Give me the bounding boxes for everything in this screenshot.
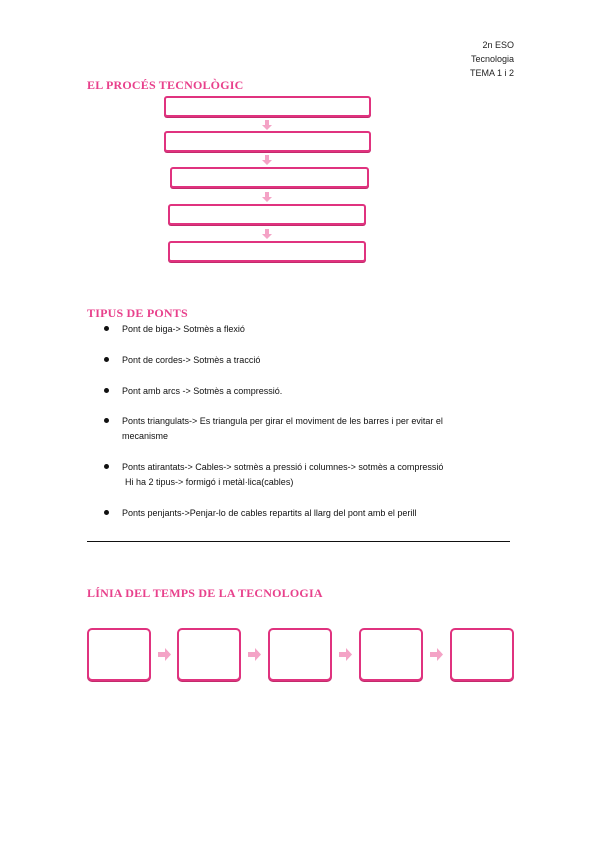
process-step-box-1 xyxy=(164,96,371,117)
list-item: Ponts triangulats-> Es triangula per girar el moviment de les barres i per evitar el mecanisme xyxy=(104,414,443,444)
process-step-box-4 xyxy=(168,204,366,225)
down-arrow-icon xyxy=(262,229,272,239)
bullet-icon xyxy=(104,357,109,362)
timeline-box-3 xyxy=(268,628,332,681)
list-item: Pont de cordes-> Sotmès a tracció xyxy=(104,353,260,368)
right-arrow-icon xyxy=(158,648,171,661)
list-item: Pont amb arcs -> Sotmès a compressió. xyxy=(104,384,282,399)
process-section-title: EL PROCÉS TECNOLÒGIC xyxy=(87,78,244,92)
section-divider xyxy=(87,541,510,542)
timeline-box-2 xyxy=(177,628,241,681)
right-arrow-icon xyxy=(339,648,352,661)
bridges-section-title: TIPUS DE PONTS xyxy=(87,306,188,320)
list-item: Pont de biga-> Sotmès a flexió xyxy=(104,322,245,337)
down-arrow-icon xyxy=(262,192,272,202)
timeline-box-4 xyxy=(359,628,423,681)
timeline-box-5 xyxy=(450,628,514,681)
bullet-icon xyxy=(104,510,109,515)
bullet-icon xyxy=(104,418,109,423)
process-step-box-3 xyxy=(170,167,369,188)
header-info xyxy=(470,38,514,80)
bullet-icon xyxy=(104,388,109,393)
process-step-box-2 xyxy=(164,131,371,152)
course-label: 2n ESO xyxy=(482,40,514,50)
list-item: Ponts penjants->Penjar-lo de cables repartits al llarg del pont amb el perill xyxy=(104,506,416,521)
down-arrow-icon xyxy=(262,155,272,165)
timeline-box-1 xyxy=(87,628,151,681)
right-arrow-icon xyxy=(430,648,443,661)
down-arrow-icon xyxy=(262,120,272,130)
timeline-section-title: LÍNIA DEL TEMPS DE LA TECNOLOGIA xyxy=(87,586,323,600)
process-step-box-5 xyxy=(168,241,366,262)
unit-label: TEMA 1 i 2 xyxy=(469,68,514,78)
right-arrow-icon xyxy=(248,648,261,661)
bullet-icon xyxy=(104,326,109,331)
list-item: Ponts atirantats-> Cables-> sotmès a pressió i columnes-> sotmès a compressió Hi ha 2 tipus-> formigó i metàl·lica(cables) xyxy=(104,460,443,490)
subject-label: Tecnologia xyxy=(470,54,514,64)
bullet-icon xyxy=(104,464,109,469)
